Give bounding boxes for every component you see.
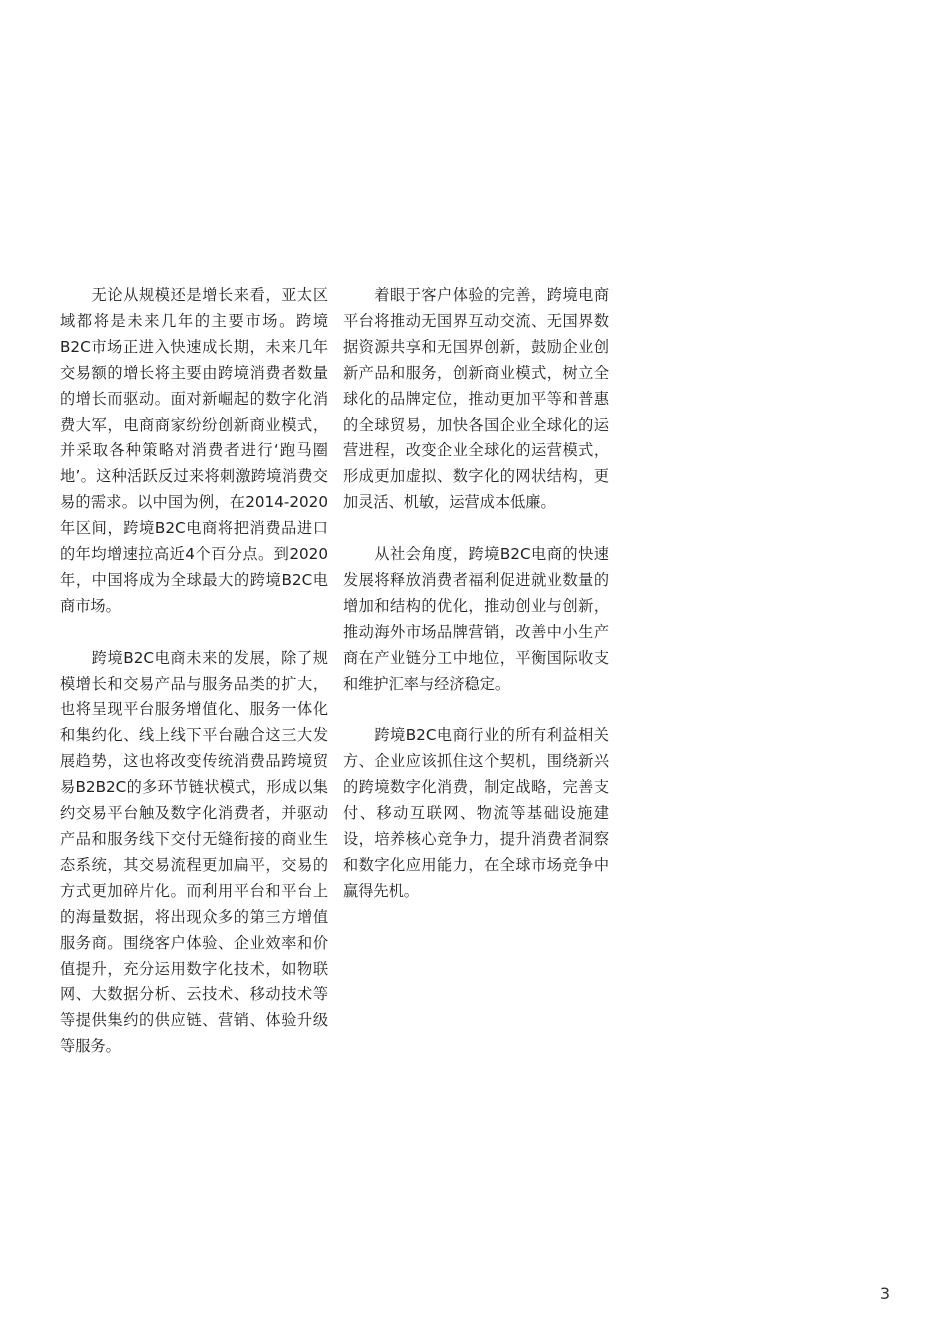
paragraph-left-1: 无论从规模还是增长来看，亚太区域都将是未来几年的主要市场。跨境B2C市场正进入快速成长期，未来几年交易额的增长将主要由跨境消费者数量的增长而驱动。面对新崛起的数字化消费大军，电商商家纷纷创新商业模式，并采取各种策略对消费者进行‘跑马圈地’。这种活跃反过来将刺激跨境消费交易的需求。以中国为例，在2014-2020年区间，跨境B2C电商将把消费品进口的年均增速拉高近4个百分点。到2020年，中国将成为全球最大的跨境B2C电商市场。 — [60, 286, 328, 615]
page-number: 3 — [879, 1284, 890, 1303]
left-column — [60, 283, 328, 1060]
right-column — [343, 283, 609, 905]
paragraph-left-2: 跨境B2C电商未来的发展，除了规模增长和交易产品与服务品类的扩大，也将呈现平台服务增值化、服务一体化和集约化、线上线下平台融合这三大发展趋势，这也将改变传统消费品跨境贸易B2B2C的多环节链状模式，形成以集约交易平台触及数字化消费者，并驱动产品和服务线下交付无缝衔接的商业生态系统，其交易流程更加扁平，交易的方式更加碎片化。而利用平台和平台上的海量数据，将出现众多的第三方增值服务商。围绕客户体验、企业效率和价值提升，充分运用数字化技术，如物联网、大数据分析、云技术、移动技术等等提供集约的供应链、营销、体验升级等服务。 — [60, 648, 328, 1056]
paragraph-right-1: 着眼于客户体验的完善，跨境电商平台将推动无国界互动交流、无国界数据资源共享和无国界创新，鼓励企业创新产品和服务，创新商业模式，树立全球化的品牌定位，推动更加平等和普惠的全球贸易，加快各国企业全球化的运营进程，改变企业全球化的运营模式，形成更加虚拟、数字化的网状结构，更加灵活、机敏，运营成本低廉。 — [343, 286, 609, 512]
paragraph-right-3: 跨境B2C电商行业的所有利益相关方、企业应该抓住这个契机，围绕新兴的跨境数字化消费，制定战略，完善支付、移动互联网、物流等基础设施建设，培养核心竞争力，提升消费者洞察和数字化应用能力，在全球市场竞争中赢得先机。 — [343, 726, 609, 900]
paragraph-right-2: 从社会角度，跨境B2C电商的快速发展将释放消费者福利促进就业数量的增加和结构的优化，推动创业与创新，推动海外市场品牌营销，改善中小生产商在产业链分工中地位，平衡国际收支和维护汇率与经济稳定。 — [343, 545, 609, 693]
